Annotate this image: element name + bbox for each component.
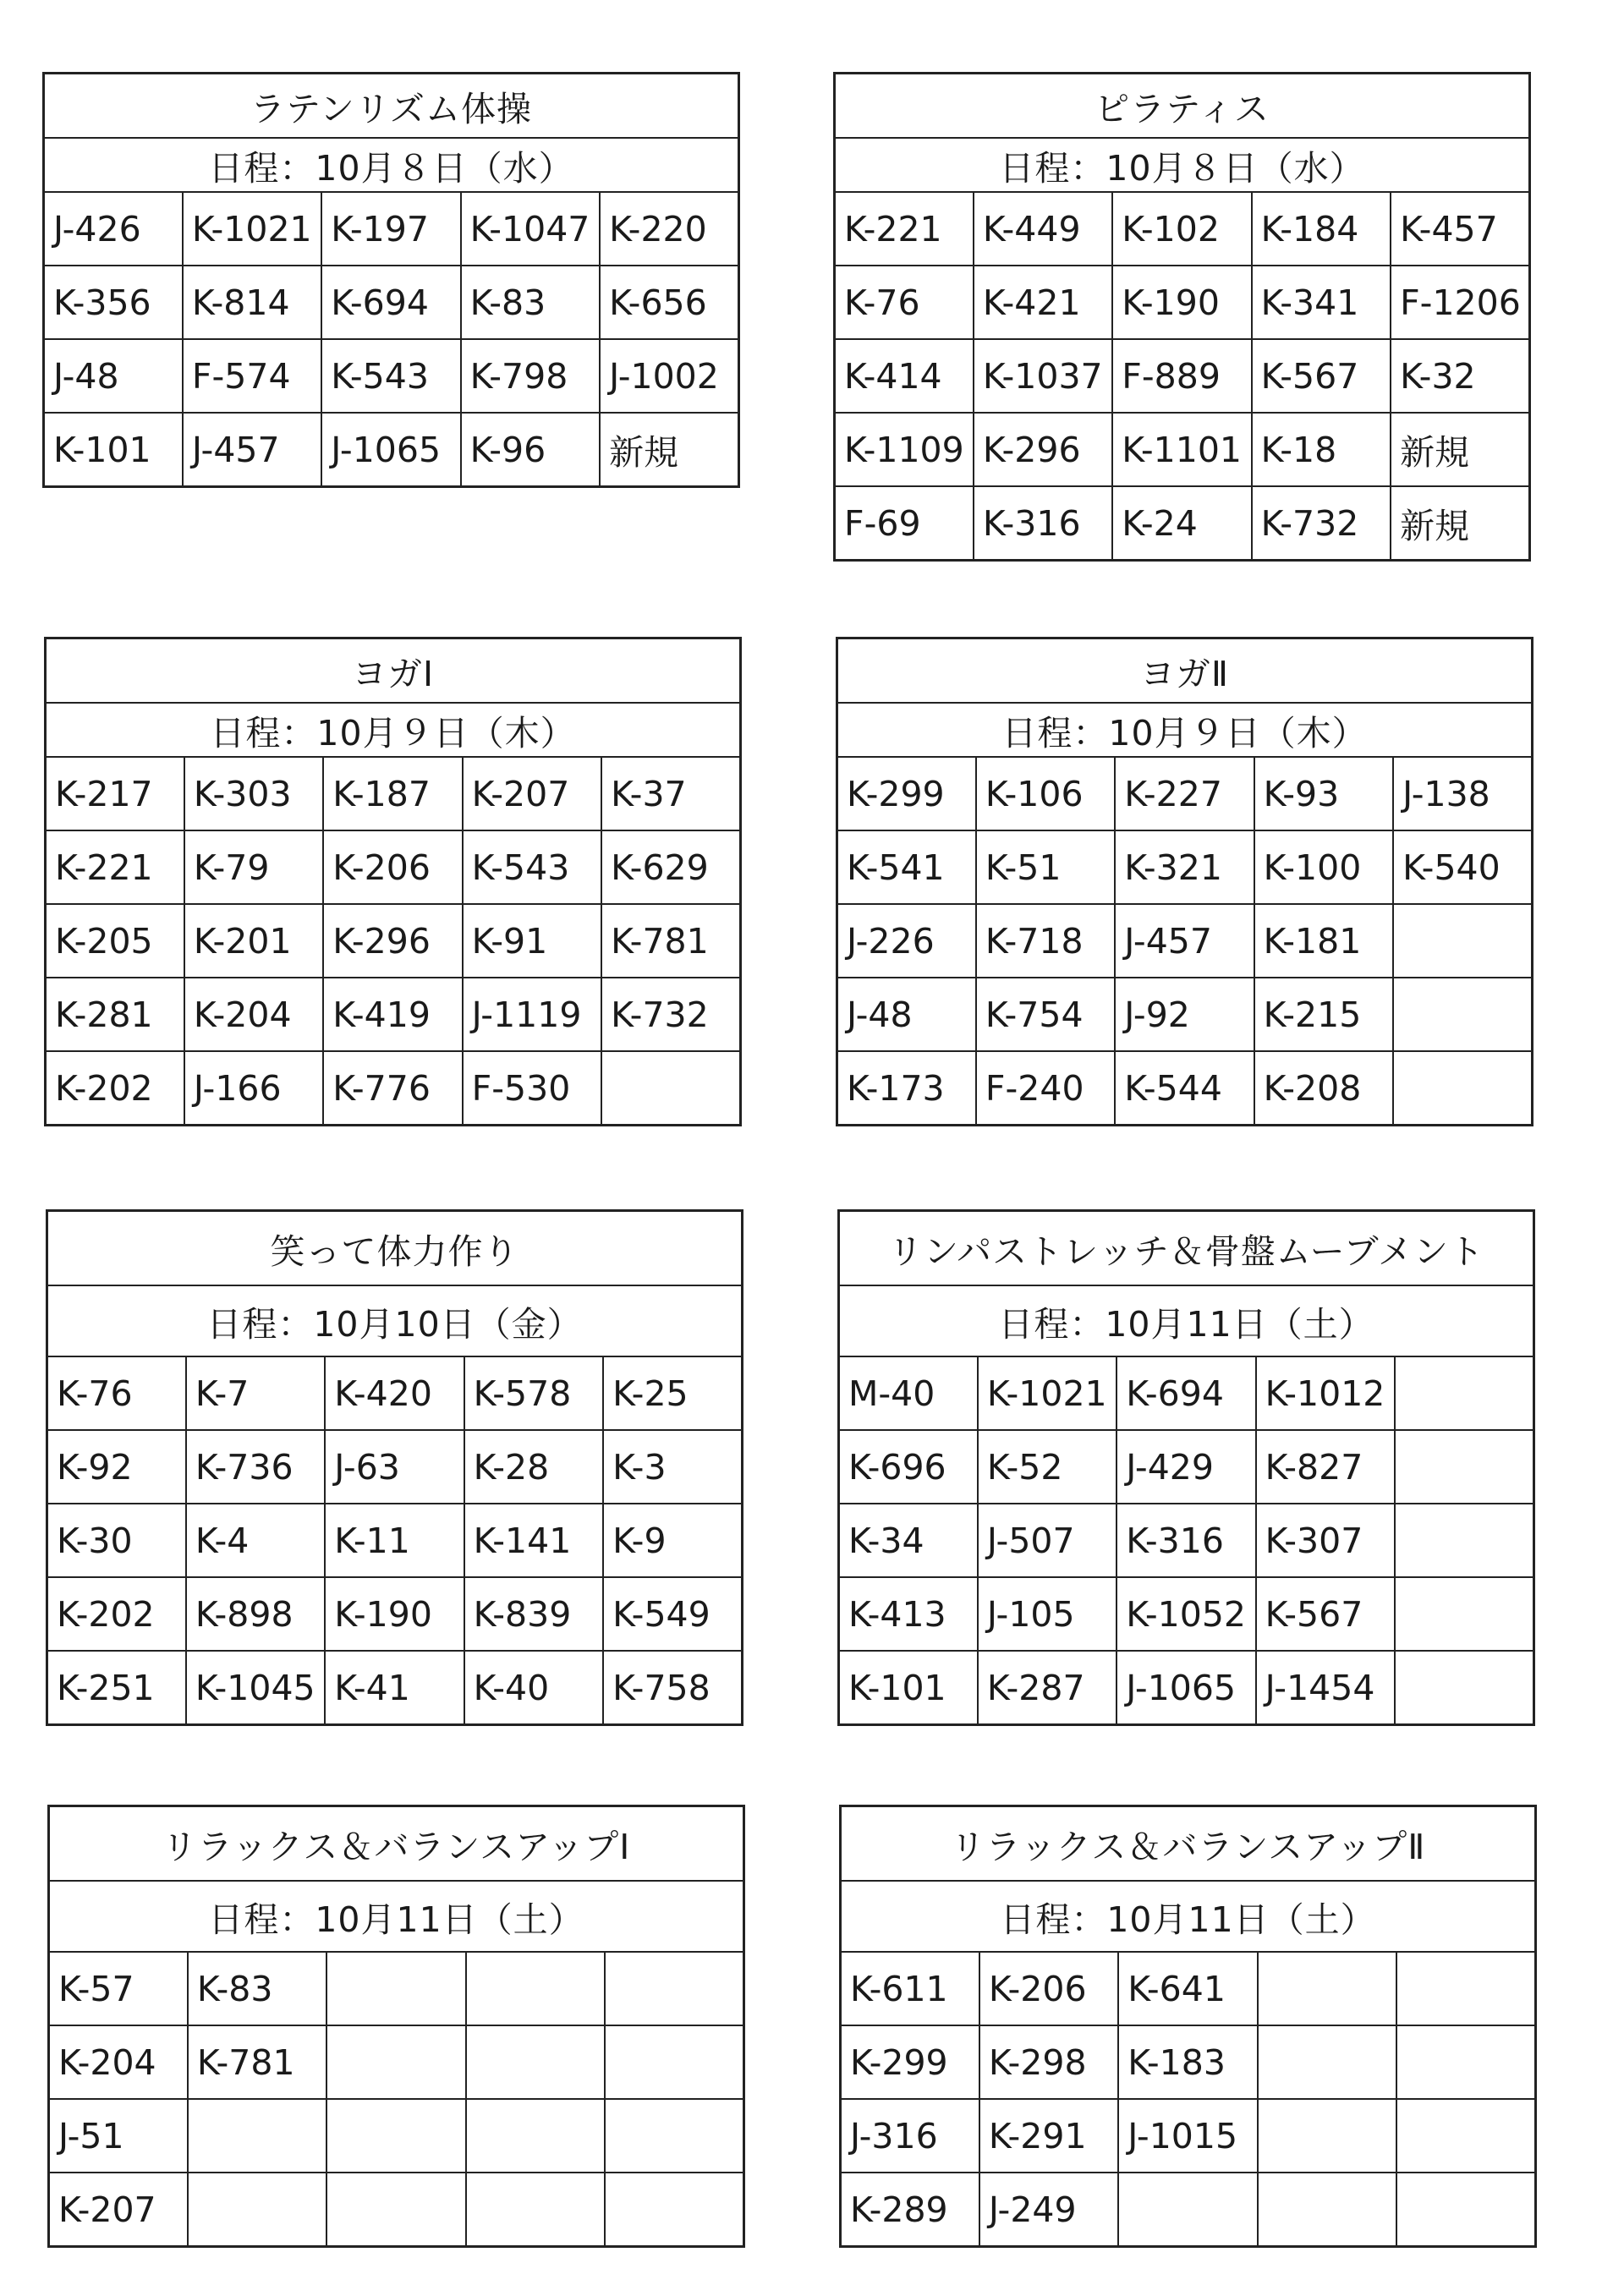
table-title: リンパストレッチ＆骨盤ムーブメント xyxy=(839,1211,1534,1286)
table-cell xyxy=(326,2025,465,2099)
table-cell: K-101 xyxy=(44,413,183,487)
schedule-table-lymph-stretch xyxy=(837,1209,1535,1726)
table-cell: J-48 xyxy=(44,339,183,413)
table-row xyxy=(44,266,739,339)
schedule-table-laughter-fitness xyxy=(46,1209,743,1726)
table-cell: K-9 xyxy=(603,1504,742,1577)
table-cell xyxy=(1393,978,1532,1051)
table-cell: K-694 xyxy=(321,266,460,339)
table-cell: K-299 xyxy=(837,757,976,830)
table-title: ラテンリズム体操 xyxy=(44,74,739,139)
table-cell: K-204 xyxy=(49,2025,188,2099)
table-cell: K-544 xyxy=(1115,1051,1254,1126)
table-cell: K-93 xyxy=(1254,757,1393,830)
table-cell: K-303 xyxy=(184,757,323,830)
table-row xyxy=(47,1651,743,1725)
table-cell: K-827 xyxy=(1256,1430,1395,1504)
table-cell: 新規 xyxy=(1391,486,1529,561)
table-date: 日程：10月８日（水） xyxy=(44,138,739,192)
table-date: 日程：10月10日（金） xyxy=(47,1285,743,1356)
table-cell: K-11 xyxy=(325,1504,464,1577)
table-row xyxy=(839,1356,1534,1430)
table-cell: K-898 xyxy=(186,1577,325,1651)
table-cell: J-507 xyxy=(978,1504,1116,1577)
table-cell: K-549 xyxy=(603,1577,742,1651)
table-cell: K-1021 xyxy=(183,192,321,266)
table-cell: K-32 xyxy=(1391,339,1529,413)
table-cell xyxy=(1396,2099,1535,2173)
table-row xyxy=(837,757,1533,830)
table-cell xyxy=(1396,2025,1535,2099)
table-cell: K-25 xyxy=(603,1356,742,1430)
table-row xyxy=(841,2173,1536,2247)
table-row xyxy=(49,2173,744,2247)
table-cell: K-101 xyxy=(839,1651,978,1725)
table-row xyxy=(841,1952,1536,2025)
table-row xyxy=(835,486,1530,561)
table-row xyxy=(47,1356,743,1430)
table-cell: K-201 xyxy=(184,904,323,978)
table-cell: J-426 xyxy=(44,192,183,266)
table-cell: K-57 xyxy=(49,1952,188,2025)
table-cell: F-69 xyxy=(835,486,974,561)
table-cell: J-1065 xyxy=(1116,1651,1255,1725)
table-cell: K-296 xyxy=(323,904,462,978)
table-cell: K-543 xyxy=(321,339,460,413)
table-cell: K-567 xyxy=(1256,1577,1395,1651)
table-cell: K-3 xyxy=(603,1430,742,1504)
table-date: 日程：10月９日（木） xyxy=(46,703,741,757)
table-cell xyxy=(326,2099,465,2173)
table-cell: K-814 xyxy=(183,266,321,339)
table-cell xyxy=(1258,2099,1396,2173)
table-cell: K-41 xyxy=(325,1651,464,1725)
schedule-table-pilates xyxy=(833,72,1531,562)
table-cell: K-217 xyxy=(46,757,184,830)
table-cell: K-289 xyxy=(841,2173,979,2247)
table-cell: J-1454 xyxy=(1256,1651,1395,1725)
table-cell: K-578 xyxy=(464,1356,603,1430)
table-cell: K-1047 xyxy=(461,192,600,266)
table-row xyxy=(49,2099,744,2173)
table-cell xyxy=(1395,1430,1533,1504)
table-cell: K-173 xyxy=(837,1051,976,1126)
table-row xyxy=(49,1952,744,2025)
table-cell: K-83 xyxy=(461,266,600,339)
table-cell: K-287 xyxy=(978,1651,1116,1725)
table-cell: F-240 xyxy=(976,1051,1115,1126)
table-row xyxy=(46,830,741,904)
table-title: 笑って体力作り xyxy=(47,1211,743,1286)
table-cell: K-1012 xyxy=(1256,1356,1395,1430)
table-cell: J-138 xyxy=(1393,757,1532,830)
table-cell: F-530 xyxy=(463,1051,601,1126)
table-cell: K-106 xyxy=(976,757,1115,830)
table-row xyxy=(837,830,1533,904)
table-cell: K-76 xyxy=(835,266,974,339)
table-row xyxy=(44,339,739,413)
table-cell: J-316 xyxy=(841,2099,979,2173)
schedule-table-yoga-1 xyxy=(44,637,742,1126)
table-cell xyxy=(605,2173,743,2247)
table-cell xyxy=(1258,2173,1396,2247)
table-row xyxy=(44,192,739,266)
table-row xyxy=(835,413,1530,486)
table-cell: J-48 xyxy=(837,978,976,1051)
table-cell xyxy=(1396,2173,1535,2247)
table-cell: K-221 xyxy=(46,830,184,904)
table-cell: K-543 xyxy=(463,830,601,904)
table-cell: K-91 xyxy=(463,904,601,978)
table-cell: J-51 xyxy=(49,2099,188,2173)
table-cell: K-281 xyxy=(46,978,184,1051)
table-cell: K-197 xyxy=(321,192,460,266)
table-cell: K-79 xyxy=(184,830,323,904)
schedule-table-relax-balance-1 xyxy=(47,1805,745,2248)
table-cell: K-611 xyxy=(841,1952,979,2025)
table-cell: M-40 xyxy=(839,1356,978,1430)
table-row xyxy=(839,1651,1534,1725)
schedule-table-latin-rhythm xyxy=(42,72,740,488)
table-cell: J-457 xyxy=(183,413,321,487)
table-cell xyxy=(1396,1952,1535,2025)
table-cell: K-83 xyxy=(188,1952,326,2025)
table-cell: K-76 xyxy=(47,1356,186,1430)
table-cell: J-1002 xyxy=(600,339,738,413)
table-cell: K-202 xyxy=(46,1051,184,1126)
table-cell: K-37 xyxy=(601,757,740,830)
table-row xyxy=(835,192,1530,266)
table-cell xyxy=(188,2173,326,2247)
table-cell: K-204 xyxy=(184,978,323,1051)
table-row xyxy=(46,1051,741,1126)
table-cell: K-181 xyxy=(1254,904,1393,978)
table-cell: K-736 xyxy=(186,1430,325,1504)
table-cell xyxy=(326,1952,465,2025)
table-cell: K-4 xyxy=(186,1504,325,1577)
table-cell: K-221 xyxy=(835,192,974,266)
table-title: リラックス＆バランスアップⅠ xyxy=(49,1806,744,1882)
table-cell: K-356 xyxy=(44,266,183,339)
table-cell: K-754 xyxy=(976,978,1115,1051)
table-row xyxy=(46,904,741,978)
table-row xyxy=(49,2025,744,2099)
table-cell: K-1045 xyxy=(186,1651,325,1725)
table-cell: K-96 xyxy=(461,413,600,487)
table-cell: K-541 xyxy=(837,830,976,904)
table-date: 日程：10月11日（土） xyxy=(841,1881,1536,1952)
table-cell: K-798 xyxy=(461,339,600,413)
table-cell xyxy=(466,2025,605,2099)
table-cell xyxy=(605,2025,743,2099)
table-cell: K-220 xyxy=(600,192,738,266)
table-cell: K-30 xyxy=(47,1504,186,1577)
table-cell xyxy=(1395,1356,1533,1430)
table-row xyxy=(841,2025,1536,2099)
table-cell: K-28 xyxy=(464,1430,603,1504)
table-cell: K-457 xyxy=(1391,192,1529,266)
table-cell: K-1101 xyxy=(1112,413,1251,486)
table-cell xyxy=(188,2099,326,2173)
table-cell: K-184 xyxy=(1252,192,1391,266)
table-cell: K-1052 xyxy=(1116,1577,1255,1651)
table-cell: K-321 xyxy=(1115,830,1254,904)
table-cell: J-429 xyxy=(1116,1430,1255,1504)
table-cell: J-1119 xyxy=(463,978,601,1051)
table-cell xyxy=(1395,1504,1533,1577)
table-row xyxy=(841,2099,1536,2173)
table-cell: K-102 xyxy=(1112,192,1251,266)
table-date: 日程：10月11日（土） xyxy=(49,1881,744,1952)
table-cell: K-183 xyxy=(1118,2025,1257,2099)
table-cell: K-7 xyxy=(186,1356,325,1430)
table-cell: K-718 xyxy=(976,904,1115,978)
table-cell: K-227 xyxy=(1115,757,1254,830)
table-cell: J-63 xyxy=(325,1430,464,1504)
table-cell: K-251 xyxy=(47,1651,186,1725)
table-cell: K-291 xyxy=(979,2099,1118,2173)
table-cell: K-52 xyxy=(978,1430,1116,1504)
table-row xyxy=(47,1577,743,1651)
table-cell xyxy=(601,1051,740,1126)
table-cell xyxy=(1258,1952,1396,2025)
table-cell: K-34 xyxy=(839,1504,978,1577)
table-cell xyxy=(1393,904,1532,978)
table-row xyxy=(46,978,741,1051)
table-cell: F-574 xyxy=(183,339,321,413)
table-row xyxy=(837,1051,1533,1126)
table-cell: J-166 xyxy=(184,1051,323,1126)
table-cell: 新規 xyxy=(600,413,738,487)
table-row xyxy=(837,978,1533,1051)
table-cell: K-420 xyxy=(325,1356,464,1430)
table-date: 日程：10月８日（水） xyxy=(835,138,1530,192)
table-row xyxy=(46,757,741,830)
table-cell: J-249 xyxy=(979,2173,1118,2247)
table-cell: F-1206 xyxy=(1391,266,1529,339)
table-cell: 新規 xyxy=(1391,413,1529,486)
table-cell xyxy=(605,1952,743,2025)
table-cell: K-696 xyxy=(839,1430,978,1504)
table-cell: K-1021 xyxy=(978,1356,1116,1430)
table-cell: K-190 xyxy=(1112,266,1251,339)
table-cell xyxy=(1118,2173,1257,2247)
table-cell: J-457 xyxy=(1115,904,1254,978)
table-cell: K-206 xyxy=(979,1952,1118,2025)
table-cell xyxy=(605,2099,743,2173)
table-row xyxy=(47,1430,743,1504)
table-cell: K-207 xyxy=(49,2173,188,2247)
table-cell: K-92 xyxy=(47,1430,186,1504)
table-row xyxy=(47,1504,743,1577)
table-cell: K-202 xyxy=(47,1577,186,1651)
table-title: リラックス＆バランスアップⅡ xyxy=(841,1806,1536,1882)
table-cell: K-51 xyxy=(976,830,1115,904)
table-title: ピラティス xyxy=(835,74,1530,139)
table-cell: J-92 xyxy=(1115,978,1254,1051)
table-cell: J-226 xyxy=(837,904,976,978)
table-cell: K-540 xyxy=(1393,830,1532,904)
table-cell xyxy=(1395,1577,1533,1651)
table-cell: K-694 xyxy=(1116,1356,1255,1430)
table-cell xyxy=(326,2173,465,2247)
table-cell: K-629 xyxy=(601,830,740,904)
table-cell: K-316 xyxy=(974,486,1112,561)
table-cell: K-215 xyxy=(1254,978,1393,1051)
table-cell: K-208 xyxy=(1254,1051,1393,1126)
table-row xyxy=(839,1577,1534,1651)
table-cell: K-758 xyxy=(603,1651,742,1725)
table-cell: K-40 xyxy=(464,1651,603,1725)
table-cell: K-296 xyxy=(974,413,1112,486)
table-cell: J-105 xyxy=(978,1577,1116,1651)
table-cell: K-299 xyxy=(841,2025,979,2099)
table-cell: K-207 xyxy=(463,757,601,830)
table-row xyxy=(835,266,1530,339)
table-cell: K-187 xyxy=(323,757,462,830)
table-cell: J-1015 xyxy=(1118,2099,1257,2173)
table-cell: K-414 xyxy=(835,339,974,413)
table-cell xyxy=(466,2173,605,2247)
table-cell: K-656 xyxy=(600,266,738,339)
table-date: 日程：10月11日（土） xyxy=(839,1285,1534,1356)
table-cell xyxy=(466,2099,605,2173)
table-cell: K-100 xyxy=(1254,830,1393,904)
table-date: 日程：10月９日（木） xyxy=(837,703,1533,757)
table-cell: K-1109 xyxy=(835,413,974,486)
table-cell: J-1065 xyxy=(321,413,460,487)
table-row xyxy=(839,1430,1534,1504)
table-row xyxy=(839,1504,1534,1577)
table-cell: K-190 xyxy=(325,1577,464,1651)
table-cell: K-1037 xyxy=(974,339,1112,413)
table-cell: K-205 xyxy=(46,904,184,978)
table-cell: K-341 xyxy=(1252,266,1391,339)
table-cell: K-732 xyxy=(1252,486,1391,561)
schedule-table-relax-balance-2 xyxy=(839,1805,1537,2248)
table-cell: K-141 xyxy=(464,1504,603,1577)
table-cell: K-781 xyxy=(188,2025,326,2099)
table-title: ヨガⅠ xyxy=(46,638,741,704)
table-cell: F-889 xyxy=(1112,339,1251,413)
table-row xyxy=(835,339,1530,413)
table-cell xyxy=(1258,2025,1396,2099)
schedule-table-yoga-2 xyxy=(836,637,1533,1126)
table-cell: K-641 xyxy=(1118,1952,1257,2025)
table-cell: K-298 xyxy=(979,2025,1118,2099)
table-cell: K-316 xyxy=(1116,1504,1255,1577)
table-cell xyxy=(466,1952,605,2025)
table-cell: K-567 xyxy=(1252,339,1391,413)
table-cell: K-732 xyxy=(601,978,740,1051)
table-cell xyxy=(1395,1651,1533,1725)
table-cell: K-18 xyxy=(1252,413,1391,486)
table-row xyxy=(837,904,1533,978)
table-cell: K-776 xyxy=(323,1051,462,1126)
table-cell: K-206 xyxy=(323,830,462,904)
table-cell: K-419 xyxy=(323,978,462,1051)
table-cell: K-781 xyxy=(601,904,740,978)
table-cell: K-421 xyxy=(974,266,1112,339)
table-cell: K-24 xyxy=(1112,486,1251,561)
table-title: ヨガⅡ xyxy=(837,638,1533,704)
table-cell: K-413 xyxy=(839,1577,978,1651)
table-cell: K-307 xyxy=(1256,1504,1395,1577)
table-cell: K-839 xyxy=(464,1577,603,1651)
table-row xyxy=(44,413,739,487)
table-cell xyxy=(1393,1051,1532,1126)
table-cell: K-449 xyxy=(974,192,1112,266)
